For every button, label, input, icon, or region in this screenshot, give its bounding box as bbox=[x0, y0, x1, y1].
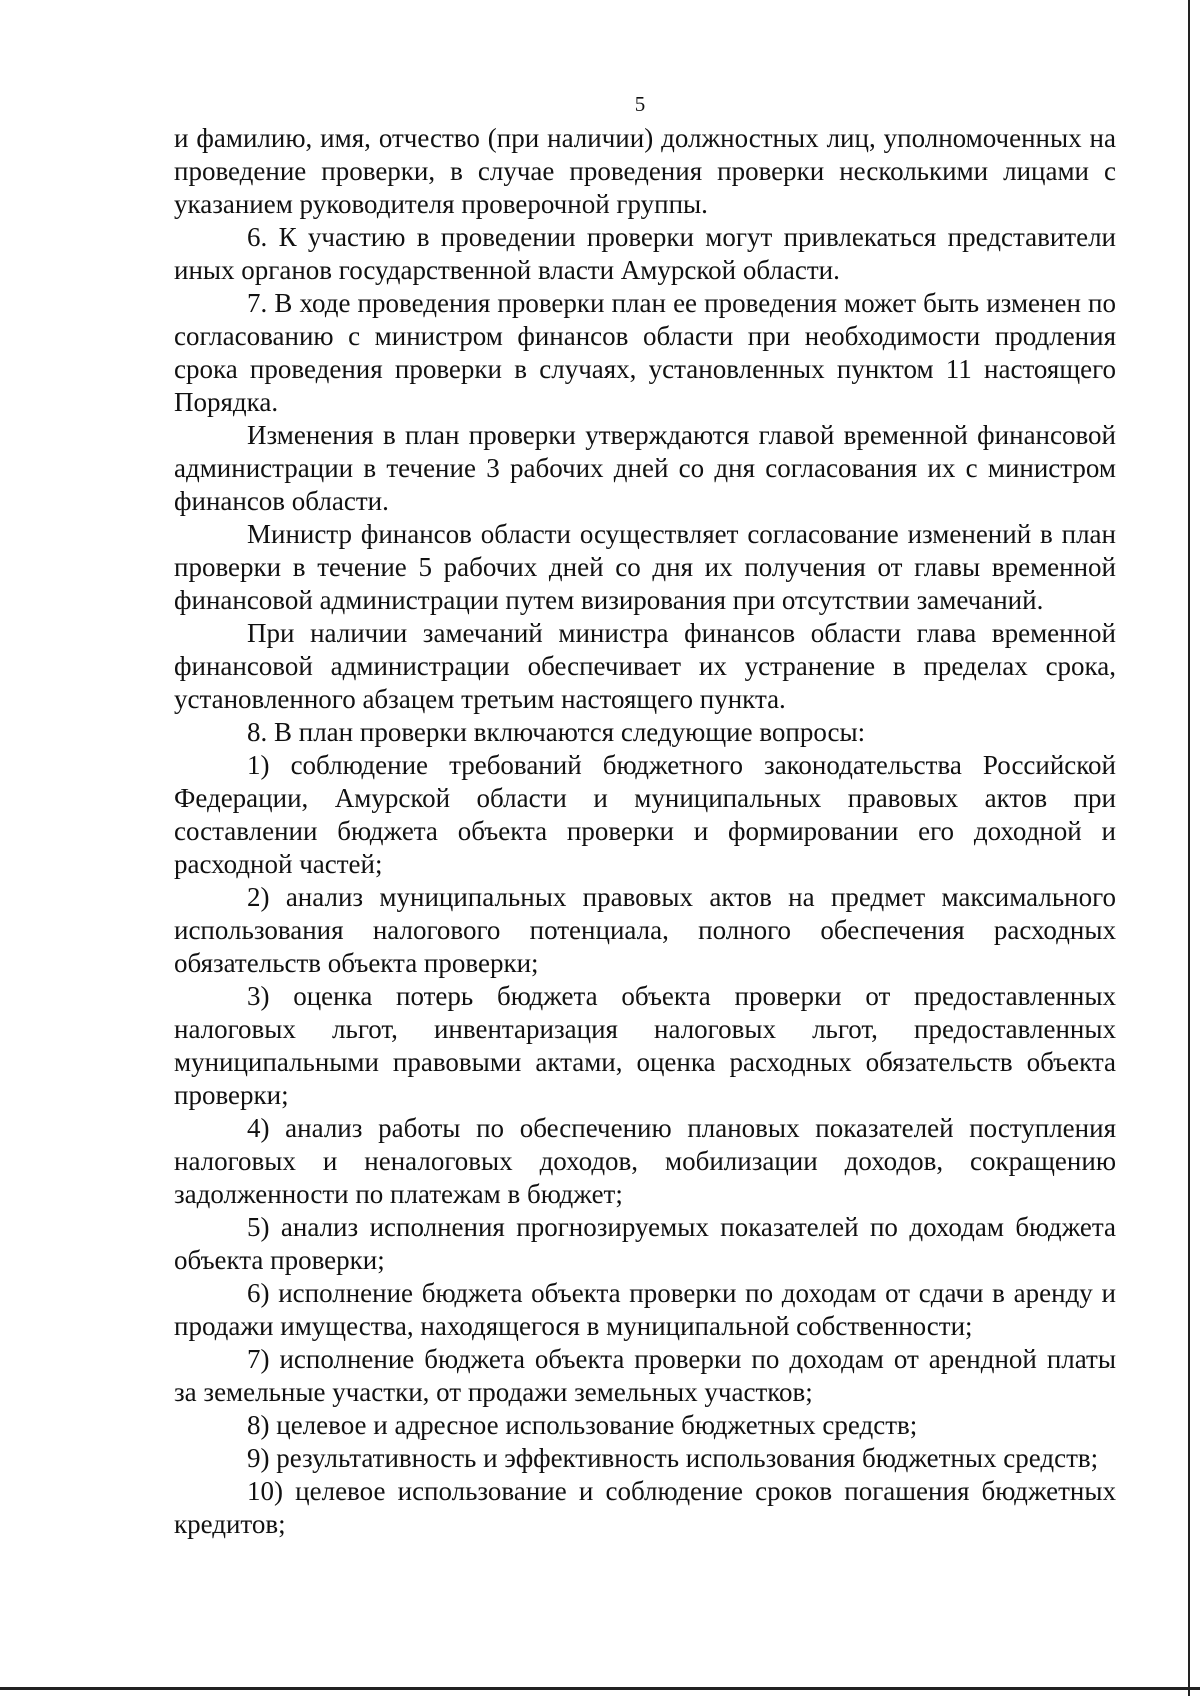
paragraph-minister-approval: Министр финансов области осуществляет согласование изменений в план проверки в течение 5 рабочих дней со дня их получения от главы временной финансовой администрации путем визирования при отсутствии замечаний. bbox=[174, 519, 1116, 615]
list-item-2: 2) анализ муниципальных правовых актов на предмет максимального использования налогового потенциала, полного обеспечения расходных обязательств объекта проверки; bbox=[174, 882, 1116, 978]
page-number: 5 bbox=[634, 92, 646, 116]
document-body bbox=[174, 122, 1116, 1541]
list-item-8: 8) целевое и адресное использование бюджетных средств; bbox=[247, 1410, 918, 1440]
list-item-5: 5) анализ исполнения прогнозируемых показателей по доходам бюджета объекта проверки; bbox=[174, 1212, 1116, 1275]
scan-edge-right bbox=[1188, 0, 1190, 1696]
list-item-4: 4) анализ работы по обеспечению плановых показателей поступления налоговых и неналоговых доходов, мобилизации доходов, сокращению задолженности по платежам в бюджет; bbox=[174, 1113, 1116, 1209]
paragraph-continuation: и фамилию, имя, отчество (при наличии) должностных лиц, уполномоченных на проведение проверки, в случае проведения проверки несколькими лицами с указанием руководителя проверочной группы. bbox=[174, 123, 1116, 219]
paragraph-remarks: При наличии замечаний министра финансов области глава временной финансовой администрации обеспечивает их устранение в пределах срока, установленного абзацем третьим настоящего пункта. bbox=[174, 618, 1116, 714]
list-item-1: 1) соблюдение требований бюджетного законодательства Российской Федерации, Амурской области и муниципальных правовых актов при составлении бюджета объекта проверки и формировании его доходной и расходной частей; bbox=[174, 750, 1116, 879]
list-item-7: 7) исполнение бюджета объекта проверки по доходам от арендной платы за земельные участки, от продажи земельных участков; bbox=[174, 1344, 1116, 1407]
list-item-10: 10) целевое использование и соблюдение сроков погашения бюджетных кредитов; bbox=[174, 1476, 1116, 1539]
scan-edge-bottom bbox=[0, 1687, 1200, 1690]
list-item-9: 9) результативность и эффективность использования бюджетных средств; bbox=[247, 1443, 1099, 1473]
list-item-3: 3) оценка потерь бюджета объекта проверки от предоставленных налоговых льгот, инвентаризация налоговых льгот, предоставленных муниципальными правовыми актами, оценка расходных обязательств объекта проверки; bbox=[174, 981, 1116, 1110]
list-item-6: 6) исполнение бюджета объекта проверки по доходам от сдачи в аренду и продажи имущества, находящегося в муниципальной собственности; bbox=[174, 1278, 1116, 1341]
paragraph-item-7: 7. В ходе проведения проверки план ее проведения может быть изменен по согласованию с министром финансов области при необходимости продления срока проведения проверки в случаях, установленных пунктом 11 настоящего Порядка. bbox=[174, 288, 1116, 417]
paragraph-item-6: 6. К участию в проведении проверки могут привлекаться представители иных органов государственной власти Амурской области. bbox=[174, 222, 1116, 285]
paragraph-plan-changes: Изменения в план проверки утверждаются главой временной финансовой администрации в течение 3 рабочих дней со дня согласования их с министром финансов области. bbox=[174, 420, 1116, 516]
paragraph-item-8: 8. В план проверки включаются следующие вопросы: bbox=[247, 717, 866, 747]
